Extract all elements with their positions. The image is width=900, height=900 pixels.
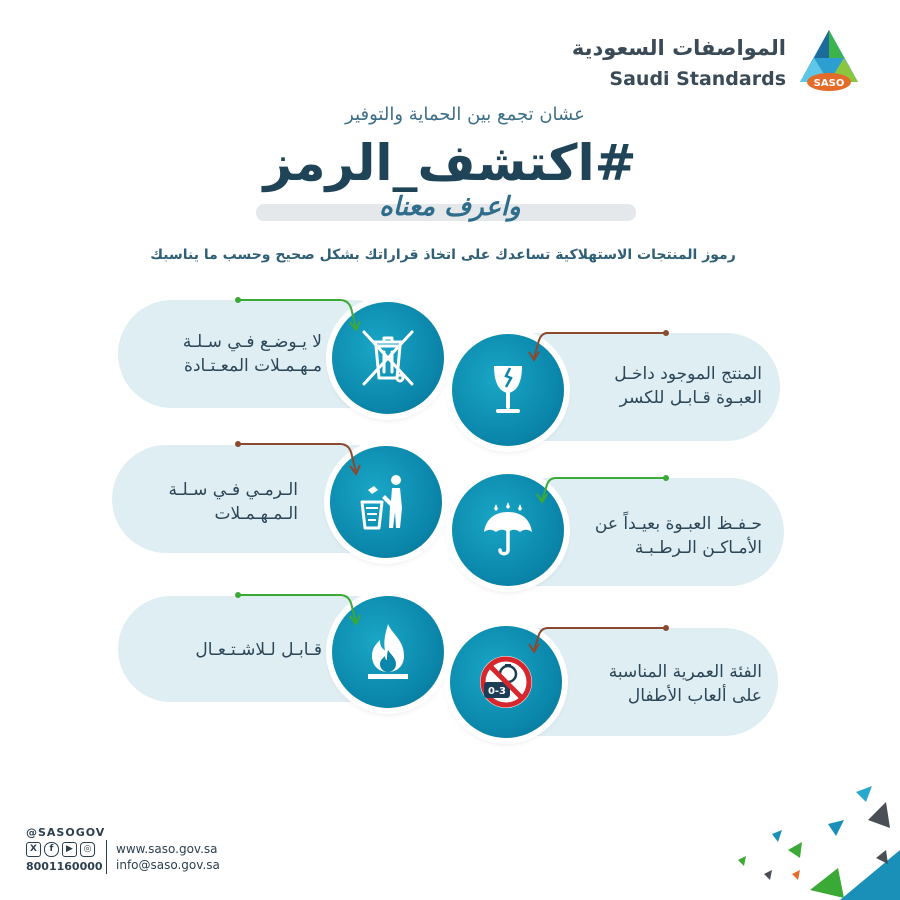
card-age-restriction-line1: الفئة العمرية المناسبة: [608, 662, 762, 682]
card-age-restriction-line2: على ألعاب الأطفال: [627, 686, 762, 706]
header-subtitle: عشان تجمع بين الحماية والتوفير: [345, 104, 585, 125]
facebook-icon[interactable]: f: [44, 842, 59, 857]
brand-name-arabic: المواصفات السعودية: [571, 36, 786, 60]
card-crossed-bin-text: [183, 330, 322, 378]
age-restriction-icon: [472, 648, 540, 716]
website-link[interactable]: www.saso.gov.sa: [116, 842, 218, 856]
instagram-icon[interactable]: ◎: [80, 842, 95, 857]
email-link[interactable]: info@saso.gov.sa: [116, 858, 220, 872]
card-umbrella-circle: [452, 474, 564, 586]
logo-mark-text: SASO: [813, 78, 845, 89]
youtube-icon[interactable]: ▶: [62, 842, 77, 857]
card-umbrella-line2: الأمـاكـن الـرطـبـة: [634, 538, 762, 558]
saso-logo-icon: [796, 28, 862, 94]
card-flammable-circle: [332, 596, 444, 708]
card-fragile-text: [614, 362, 762, 410]
phone-number[interactable]: 8001160000: [26, 860, 103, 873]
card-age-restriction-circle: [450, 626, 562, 738]
intro-text: رموز المنتجات الاستهلاكية تساعدك على اتخاذ قراراتك بشكل صحيح وحسب ما يناسبك: [150, 247, 736, 263]
social-icons: [26, 842, 98, 858]
card-crossed-bin-line1: لا يـوضـع فـي سـلـة: [182, 332, 322, 352]
card-fragile-line2: العبـوة قـابـل للكسر: [619, 388, 762, 408]
card-umbrella-text: [595, 512, 762, 560]
card-fragile-circle: [452, 334, 564, 446]
footer-divider: [106, 840, 107, 874]
card-tidy-man-text: [168, 478, 298, 526]
card-fragile-line1: المنتج الموجود داخـل: [614, 364, 762, 384]
age-label: 0-3: [487, 686, 507, 697]
card-crossed-bin-circle: [332, 302, 444, 414]
card-tidy-man-line1: الـرمـي فـي سـلـة: [168, 480, 298, 500]
social-handle[interactable]: @SASOGOV: [26, 826, 106, 839]
x-icon[interactable]: X: [26, 842, 41, 857]
decorative-triangles: [660, 780, 900, 900]
crossed-bin-icon: [354, 324, 422, 392]
card-flammable-text: [195, 638, 322, 662]
brand-name-english: Saudi Standards: [609, 68, 786, 90]
card-tidy-man-line2: الـمـهـمـلات: [214, 504, 298, 524]
card-tidy-man-circle: [330, 446, 442, 558]
hashtag-title: #اكتشف_الرمز: [263, 134, 637, 192]
saso-logo: [571, 28, 882, 98]
fragile-glass-icon: [474, 356, 542, 424]
handwritten-subtitle: واعرف معناه: [379, 192, 521, 222]
card-flammable-line1: قـابـل لـلاشـتـعـال: [195, 640, 322, 660]
card-umbrella-line1: حـفـظ العبـوة بعيـداً عن: [594, 514, 762, 534]
card-age-restriction-text: [609, 660, 762, 708]
flame-icon: [354, 618, 422, 686]
umbrella-icon: [474, 496, 542, 564]
tidy-man-icon: [352, 468, 420, 536]
card-crossed-bin-line2: مـهـمـلات المعـتـادة: [184, 356, 322, 376]
